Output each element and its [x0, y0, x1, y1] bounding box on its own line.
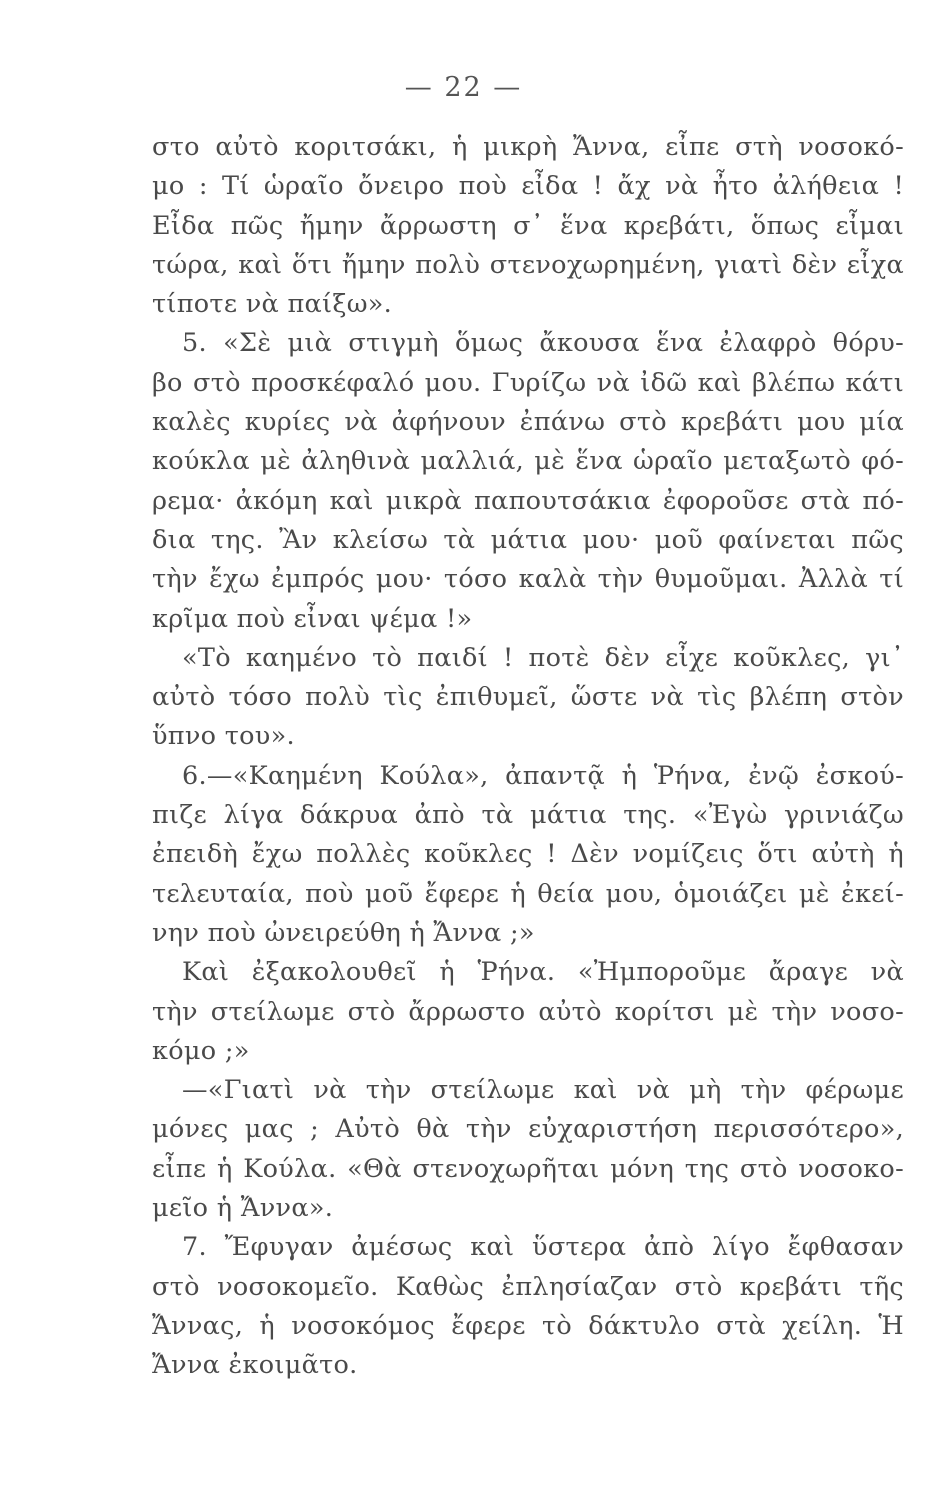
text-line: τώρα, καὶ ὅτι ἤμην πολὺ στενοχωρημένη, γιατὶ δὲν εἶχα: [152, 249, 904, 280]
text-line: Καὶ ἐξακολουθεῖ ἡ Ῥήνα. «Ἠμποροῦμε ἄραγε νὰ: [182, 957, 904, 988]
text-line: τελευταία, ποὺ μοῦ ἔφερε ἡ θεία μου, ὁμοιάζει μὲ ἐκεί-: [152, 878, 904, 909]
text-line: 6.—«Καημένη Κούλα», ἀπαντᾷ ἡ Ῥήνα, ἐνῷ ἐσκού-: [182, 760, 904, 791]
text-line: κούκλα μὲ ἀληθινὰ μαλλιά, μὲ ἕνα ὡραῖο μεταξωτὸ φό-: [152, 446, 904, 477]
text-line: κρῖμα ποὺ εἶναι ψέμα !»: [152, 603, 473, 634]
text-line: εἶπε ἡ Κούλα. «Θὰ στενοχωρῆται μόνη της στὸ νοσοκο-: [152, 1153, 904, 1184]
text-line: —«Γιατὶ νὰ τὴν στείλωμε καὶ νὰ μὴ τὴν φέρωμε: [182, 1075, 904, 1106]
text-line: στὸ νοσοκομεῖο. Καθὼς ἐπλησίαζαν στὸ κρεβάτι τῆς: [152, 1271, 904, 1302]
text-line: τὴν ἔχω ἐμπρός μου· τόσο καλὰ τὴν θυμοῦμαι. Ἀλλὰ τί: [152, 564, 904, 595]
text-line: μο : Τί ὡραῖο ὄνειρο ποὺ εἶδα ! ἄχ νὰ ἦτο ἀλήθεια !: [152, 171, 904, 202]
text-line: «Τὸ καημένο τὸ παιδί ! ποτὲ δὲν εἶχε κοῦκλες, γι᾽: [182, 642, 904, 673]
text-line: κόμο ;»: [152, 1035, 250, 1066]
text-line: τίποτε νὰ παίξω».: [152, 289, 393, 320]
text-line: στο αὐτὸ κοριτσάκι, ἡ μικρὴ Ἄννα, εἶπε στὴ νοσοκό-: [152, 132, 904, 162]
text-line: δια της. Ἂν κλείσω τὰ μάτια μου· μοῦ φαίνεται πῶς: [152, 524, 904, 555]
text-line: αὐτὸ τόσο πολὺ τὶς ἐπιθυμεῖ, ὥστε νὰ τὶς βλέπη στὸν: [152, 682, 904, 713]
text-line: 5. «Σὲ μιὰ στιγμὴ ὅμως ἄκουσα ἕνα ἐλαφρὸ θόρυ-: [182, 328, 904, 359]
text-line: πιζε λίγα δάκρυα ἀπὸ τὰ μάτια της. «Ἐγὼ γρινιάζω: [152, 800, 904, 831]
text-line: ἐπειδὴ ἔχω πολλὲς κοῦκλες ! Δὲν νομίζεις ὅτι αὐτὴ ἡ: [152, 839, 904, 870]
text-line: ρεμα· ἀκόμη καὶ μικρὰ παπουτσάκια ἐφοροῦσε στὰ πό-: [152, 485, 904, 516]
text-line: Ἄννα ἐκοιμᾶτο.: [152, 1350, 358, 1381]
text-line: 7. Ἔφυγαν ἀμέσως καὶ ὕστερα ἀπὸ λίγο ἔφθασαν: [182, 1232, 904, 1263]
text-line: νην ποὺ ὠνειρεύθη ἡ Ἄννα ;»: [152, 917, 535, 948]
text-line: τὴν στείλωμε στὸ ἄρρωστο αὐτὸ κορίτσι μὲ τὴν νοσο-: [152, 996, 904, 1027]
text-line: Ἄννας, ἡ νοσοκόμος ἔφερε τὸ δάκτυλο στὰ χείλη. Ἡ: [152, 1310, 904, 1341]
text-line: ὕπνο του».: [152, 721, 295, 752]
text-line: βο στὸ προσκέφαλό μου. Γυρίζω νὰ ἰδῶ καὶ βλέπω κάτι: [152, 367, 904, 398]
text-line: Εἶδα πῶς ἤμην ἄρρωστη σ᾽ ἕνα κρεβάτι, ὅπως εἶμαι: [152, 210, 904, 241]
page-number: — 22 —: [404, 72, 523, 103]
text-line: μόνες μας ; Αὐτὸ θὰ τὴν εὐχαριστήση περισσότερο»,: [152, 1114, 904, 1145]
page-text-body: [152, 128, 904, 1386]
text-line: μεῖο ἡ Ἄννα».: [152, 1193, 334, 1224]
text-line: καλὲς κυρίες νὰ ἀφήνουν ἐπάνω στὸ κρεβάτι μου μία: [152, 407, 904, 438]
